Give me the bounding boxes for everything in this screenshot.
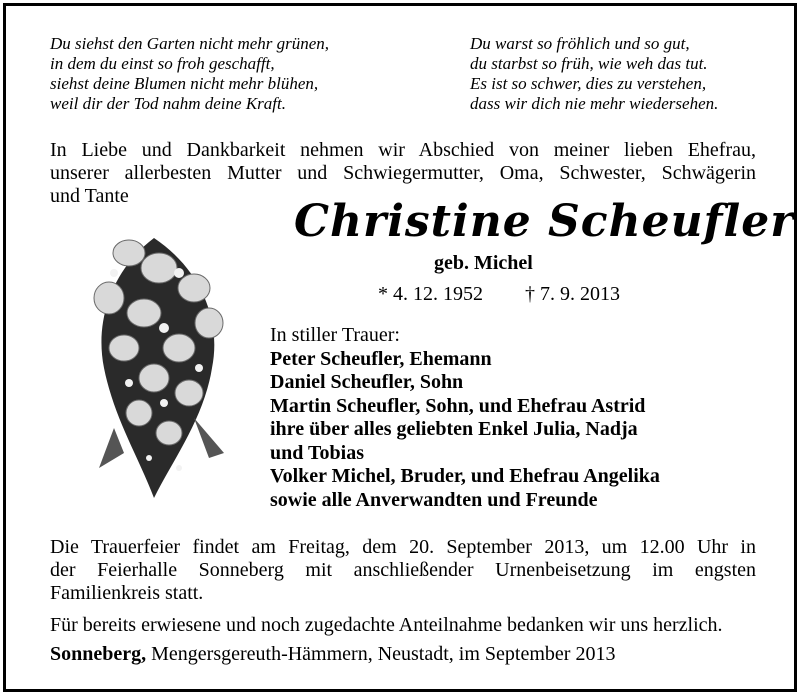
poem-right [470,34,718,114]
poem-line: siehst deine Blumen nicht mehr blühen, [50,74,319,93]
mourner-line: sowie alle Anverwandten und Freunde [270,488,598,511]
poem-left [50,34,329,114]
place-date-line [50,643,615,666]
life-dates [378,283,620,306]
death-date: † 7. 9. 2013 [525,283,620,305]
poem-line: Du siehst den Garten nicht mehr grünen, [50,34,330,53]
mourner-line: und Tobias [270,441,364,464]
deceased-name: Christine Scheufler [294,196,795,247]
poem-line: in dem du einst so froh geschafft, [50,54,275,73]
birth-date: * 4. 12. 1952 [378,283,483,305]
poem-line: Du warst so fröhlich und so gut, [470,34,690,53]
service-line: der Feierhalle Sonneberg mit anschließender Urnenbeisetzung im engsten [50,559,756,581]
poem-line: weil dir der Tod nahm deine Kraft. [50,94,286,113]
intro-line: In Liebe und Dankbarkeit nehmen wir Abschied von meiner lieben Ehefrau, [50,139,756,161]
mourner-line: Daniel Scheufler, Sohn [270,371,464,393]
poem-line: Es ist so schwer, dies zu verstehen, [470,74,707,93]
mourner-line: Volker Michel, Bruder, und Ehefrau Angelika [270,465,660,487]
poem-line: dass wir dich nie mehr wiedersehen. [470,94,719,113]
mourner-line: ihre über alles geliebten Enkel Julia, Nadja [270,418,638,440]
mourners-heading: In stiller Trauer: [270,324,400,346]
mourner-line: Martin Scheufler, Sohn, und Ehefrau Astrid [270,394,646,417]
service-line: Familienkreis statt. [50,582,204,604]
service-line: Die Trauerfeier findet am Freitag, dem 20. September 2013, um 12.00 Uhr in [50,536,756,558]
intro-line: unserer allerbesten Mutter und Schwiegermutter, Oma, Schwester, Schwägerin [50,162,756,184]
mourners-list [270,324,660,512]
funeral-service-text [50,536,756,605]
mourner-line: Peter Scheufler, Ehemann [270,347,492,370]
orchid-bouquet-image [84,228,234,503]
place-rest: Mengersgereuth-Hämmern, Neustadt, im September 2013 [146,643,616,665]
poem-line: du starbst so früh, wie weh das tut. [470,54,708,73]
obituary-notice [3,3,797,692]
intro-line: und Tante [50,185,129,207]
place-city: Sonneberg, [50,643,147,665]
thanks-text: Für bereits erwiesene und noch zugedachte Anteilnahme bedanken wir uns herzlich. [50,614,723,636]
birth-name: geb. Michel [434,252,533,274]
